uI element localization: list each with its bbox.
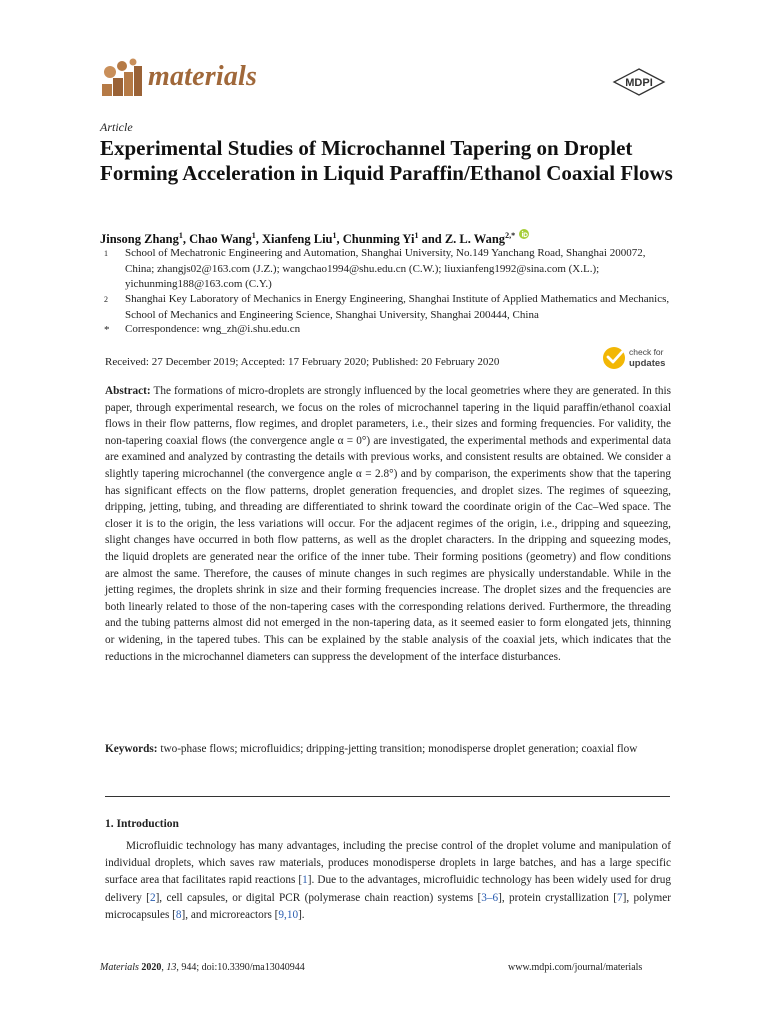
footer-volume: 13	[166, 962, 177, 973]
mdpi-logo	[612, 68, 666, 96]
mdpi-logo-text: MDPI	[625, 77, 653, 89]
journal-name: materials	[148, 61, 258, 92]
author-separator: ,	[336, 232, 343, 246]
footer-url[interactable]: www.mdpi.com/journal/materials	[508, 962, 643, 973]
check-updates-line2: updates	[629, 358, 666, 369]
footer-citation	[100, 962, 305, 973]
intro-text: ], and microreactors [	[181, 908, 279, 921]
intro-text: Microfluidic technology has many advantages, including the precise control of the droplet volume and manipulation of individual droplets, which saves raw materials, produces monodisperse droplets in large batches, and has a large specific surface area that facilitates rapid reactions [	[105, 840, 671, 887]
abstract	[105, 383, 671, 665]
author-name: Chao Wang	[189, 232, 252, 246]
affiliation-text: Shanghai Key Laboratory of Mechanics in Energy Engineering, Shanghai Institute of Applied Mathematics and Mechanics, School of Mechanics and Engineering Science, Shanghai University, Shanghai 200444, China	[125, 293, 670, 321]
section-heading: 1. Introduction	[105, 818, 179, 830]
citation-link[interactable]: 2	[149, 891, 156, 904]
intro-text: ], polymer microcapsules [	[105, 891, 671, 921]
author-affiliation-mark: 1	[414, 230, 419, 240]
author-affiliation-mark: 2,*	[505, 230, 516, 240]
introduction-paragraph	[105, 838, 671, 924]
correspondence	[104, 322, 673, 338]
author-name: Jinsong Zhang	[100, 232, 179, 246]
author-name: Xianfeng Liu	[262, 232, 333, 246]
article-title: Experimental Studies of Microchannel Tapering on Droplet Forming Acceleration in Liquid Paraffin/Ethanol Coaxial Flows	[100, 136, 673, 185]
author-separator: ,	[182, 232, 190, 246]
orcid-icon[interactable]	[519, 229, 529, 239]
author-name: Chunming Yi	[342, 232, 415, 246]
footer-sep: ,	[161, 962, 167, 973]
footer-year: 2020	[138, 962, 162, 973]
publication-dates: Received: 27 December 2019; Accepted: 17 February 2020; Published: 20 February 2020	[105, 356, 500, 368]
intro-text: ], cell capsules, or digital PCR (polymerase chain reaction) systems [	[155, 891, 482, 904]
check-updates-line1: check for	[629, 347, 664, 357]
citation-link[interactable]: 3–6	[481, 891, 499, 904]
section-divider	[105, 796, 670, 797]
citation-link[interactable]: 1	[302, 874, 308, 887]
author-affiliation-mark: 1	[332, 230, 337, 240]
affiliation-number: 1	[104, 249, 108, 258]
author-list	[100, 229, 529, 247]
intro-text: ]. Due to the advantages, microfluidic technology has been widely used for drug delivery [	[105, 874, 671, 904]
author-separator: ,	[255, 232, 262, 246]
intro-text: ].	[298, 908, 305, 921]
author-affiliation-mark: 1	[178, 230, 183, 240]
citation-link[interactable]: 7	[616, 891, 623, 904]
citation-link[interactable]: 8	[175, 908, 182, 921]
keywords-label: Keywords:	[105, 743, 158, 755]
materials-logo-icon	[100, 58, 144, 98]
intro-text: ], protein crystallization [	[498, 891, 617, 904]
affiliation-text: School of Mechatronic Engineering and Automation, Shanghai University, No.149 Yanchang Road, Shanghai 200072, China; zhangjs02@163.com (J.Z.); wangchao1994@shu.edu.cn (C.W.); liuxianfeng1992@sina.com (X.L.); yichunming188@163.com (C.Y.)	[125, 247, 646, 290]
author-name: Z. L. Wang	[444, 232, 506, 246]
author-separator: and	[418, 232, 445, 246]
affiliation-2	[104, 292, 673, 323]
keywords-text: two-phase flows; microfluidics; dripping-jetting transition; monodisperse droplet generation; coaxial flow	[160, 743, 638, 755]
article-type: Article	[100, 120, 133, 134]
abstract-text: The formations of micro-droplets are strongly influenced by the local geometries where they are generated. In this paper, through experimental research, we focus on the roles of microchannel tapering in the liquid paraffin/ethanol coaxial flows in their flow patterns, flow regimes, and droplet parameters, i.e., their sizes and forming frequencies. For validity, the non-tapering coaxial flows (the convergence angle α = 0°) are investigated, the experimental methods and experimental data are examined and analyzed by contrasting the details with previous works, and consistent results are obtained. We consider a slightly tapering microchannel (the convergence angle α = 2.8°) and by comparison, the experiments show that the tapering has significant effects on the flow patterns, droplet generation frequencies, and droplet sizes. The regimes of squeezing, dripping, jetting, tubing, and threading are differentiated to shrink toward the coordinate origin of the Cac–Wed space. The closer it is to the origin, the less variations will occur. For the adjacent regimes of the origin, i.e., dripping and squeezing, slight changes have occurred in both flow patterns, as well as the droplet characters. In the dripping and squeezing modes, the liquid droplets are generated near the orifice of the inner tube. Their forming positions (geometry) and flow conditions are almost the same. Therefore, the causes of minute changes in such regimes are physically understandable. While in the jetting regimes, the droplets shrink in size and their forming frequencies increase. The droplet sizes and the frequencies are both linearly related to those of the non-tapering cases with the corresponding relations derived. Furthermore, the threading and the tubing patterns almost did not emerged in the non-tapering data, as it seemed easier to form elongated jets, thinning or widening, in the tapered tubes. This can be explained by the stable analysis of the coaxial jets, which indicates that the reductions in the microchannel diameters can suppress the development of the interface disturbances.	[105, 385, 672, 663]
affiliation-number: 2	[104, 295, 108, 304]
affiliation-number: *	[104, 324, 110, 336]
author-affiliation-mark: 1	[251, 230, 256, 240]
footer-journal: Materials	[100, 962, 139, 973]
correspondence-text: Correspondence: wng_zh@i.shu.edu.cn	[125, 323, 301, 335]
keywords	[105, 741, 671, 758]
check-for-updates-badge[interactable]	[602, 343, 674, 373]
affiliation-1	[104, 246, 673, 293]
footer-doi: , 944; doi:10.3390/ma13040944	[176, 962, 305, 973]
citation-link[interactable]: 9,10	[278, 908, 299, 921]
abstract-label: Abstract:	[105, 385, 151, 397]
